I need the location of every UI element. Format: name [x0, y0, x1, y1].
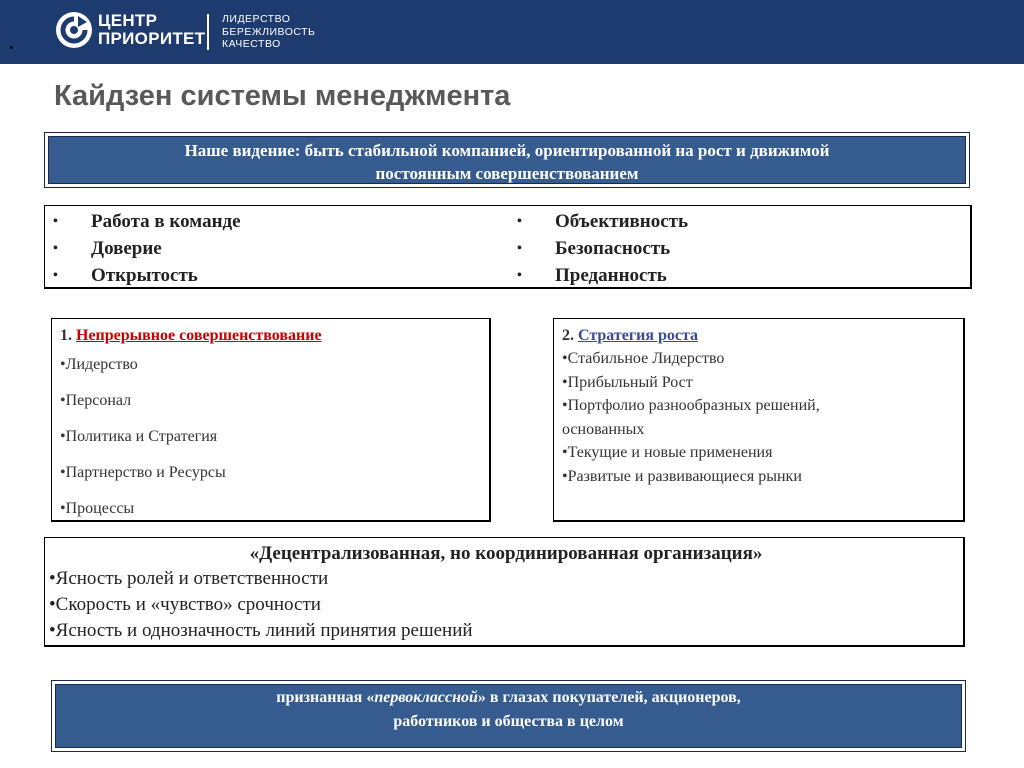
- tagline-line: ЛИДЕРСТВО: [222, 13, 291, 25]
- decentralized-organization-box: [44, 537, 965, 647]
- list-item: •Лидерство: [60, 356, 138, 373]
- box1-number: 1.: [60, 327, 72, 344]
- values-list-right: [509, 208, 688, 289]
- tagline-line: КАЧЕСТВО: [222, 38, 281, 50]
- list-item: •Стабильное Лидерство: [562, 350, 725, 367]
- logo-name: [98, 12, 205, 48]
- list-item: •Персонал: [60, 392, 132, 409]
- values-box: [44, 205, 972, 289]
- logo-tagline: [222, 13, 315, 51]
- page-title: Кайдзен системы менеджмента: [54, 80, 511, 112]
- value-item: • Преданность: [509, 262, 688, 289]
- logo-circle-arrow-icon: [56, 12, 92, 48]
- vision-line1: Наше видение: быть стабильной компанией, ориентированной на рост и движимой: [184, 141, 830, 160]
- value-item: • Объективность: [509, 208, 688, 235]
- footer-line2: работников и общества в целом: [393, 713, 624, 730]
- values-list-left: [45, 208, 241, 289]
- list-item: •Портфолио разнообразных решений,: [562, 397, 820, 414]
- vision-line2: постоянным совершенствованием: [375, 164, 639, 183]
- value-item: • Доверие: [45, 235, 241, 262]
- growth-strategy-box: [553, 318, 965, 522]
- box2-title: Стратегия роста: [578, 327, 699, 344]
- logo-line2: ПРИОРИТЕТ: [98, 29, 206, 48]
- list-item: •Развитые и развивающиеся рынки: [562, 467, 802, 485]
- list-item: •Скорость и «чувство» срочности: [49, 594, 321, 615]
- vision-banner: [44, 132, 970, 188]
- logo-divider: [207, 14, 209, 50]
- tagline-line: БЕРЕЖЛИВОСТЬ: [222, 25, 316, 38]
- slide-dot: [10, 46, 13, 49]
- list-item: •Текущие и новые применения: [562, 444, 773, 461]
- footer-line1: [52, 686, 965, 710]
- list-item: •Процессы: [60, 500, 135, 517]
- footer-pre: признанная «: [276, 689, 375, 706]
- list-item: •Прибыльный Рост: [562, 373, 693, 391]
- footer-emphasis: первоклассной: [374, 689, 478, 706]
- box1-heading: [60, 325, 489, 347]
- list-item: основанных: [562, 420, 645, 438]
- list-item: •Ясность ролей и ответственности: [49, 568, 329, 589]
- continuous-improvement-box: [51, 318, 491, 522]
- list-item: •Политика и Стратегия: [60, 428, 218, 445]
- header-bar: [0, 0, 1024, 64]
- decentral-title: «Децентрализованная, но координированная организация»: [249, 543, 763, 564]
- box2-number: 2.: [562, 327, 574, 344]
- logo-line1: ЦЕНТР: [98, 11, 158, 30]
- box2-heading: [562, 325, 963, 347]
- list-item: •Партнерство и Ресурсы: [60, 464, 226, 481]
- recognition-banner: [51, 680, 966, 752]
- box1-title: Непрерывное совершенствование: [76, 327, 322, 344]
- value-item: • Работа в команде: [45, 208, 241, 235]
- value-item: • Безопасность: [509, 235, 688, 262]
- list-item: •Ясность и однозначность линий принятия решений: [49, 620, 473, 641]
- footer-post: » в глазах покупателей, акционеров,: [477, 689, 741, 706]
- value-item: • Открытость: [45, 262, 241, 289]
